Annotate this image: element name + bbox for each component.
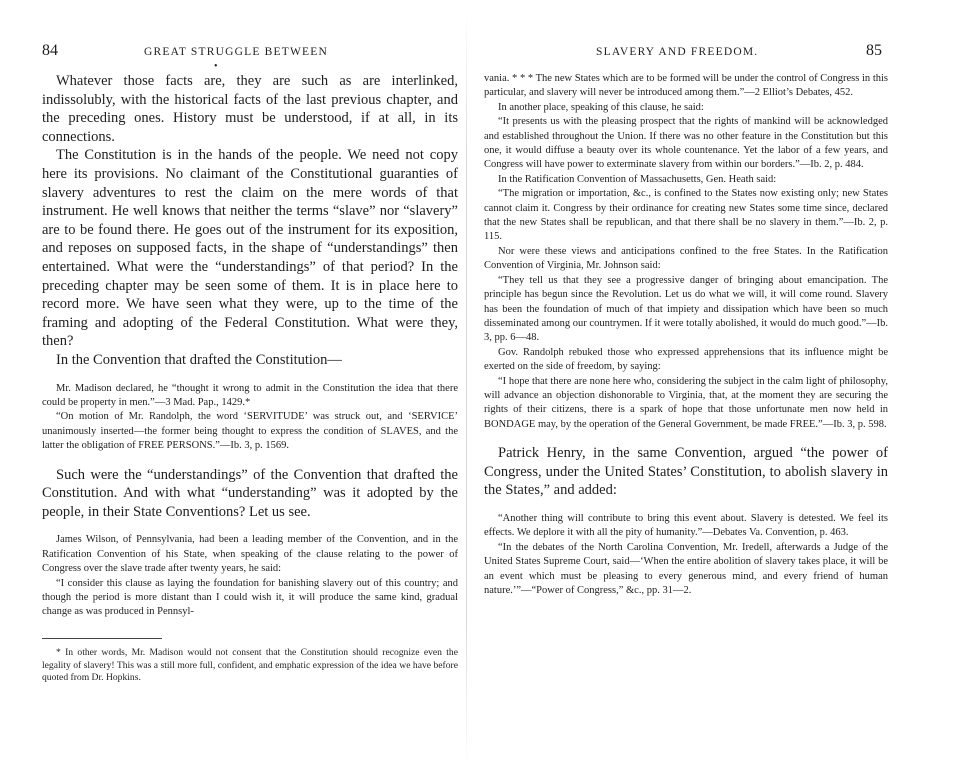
quoted-passage: In the Ratification Convention of Massachusetts, Gen. Heath said: bbox=[498, 173, 777, 185]
footnote: * In other words, Mr. Madison would not consent that the Constitution should recognize even the legality of slavery! This was a still more full, confident, and emphatic expression of the idea we have before quoted from Dr. Hopkins. bbox=[42, 646, 458, 684]
quoted-passage: “The migration or importation, &c., is confined to the States now existing only; new States cannot claim it. Congress by their ordinance for creating new States some time since, declared that the new States shall be republican, and that there shall be no slavery in them.”—Ib. 2, p. 115. bbox=[484, 188, 888, 243]
quoted-passage: “I consider this clause as laying the foundation for banishing slavery out of this country; and though the period is more distant than I could wish it, it will produce the same kind, gradual change as was produced in Pennsyl- bbox=[42, 577, 458, 618]
quoted-passage: vania. * * * The new States which are to be formed will be under the control of Congress in this particular, and slavery will never be introduced among them.”—2 Elliot’s Debates, 452. bbox=[484, 73, 888, 99]
body-paragraph: Patrick Henry, in the same Convention, argued “the power of Congress, under the United States’ Constitution, to abolish slavery in the States,” and added: bbox=[484, 445, 888, 499]
body-paragraph: Such were the “understandings” of the Convention that drafted the Constitution. And with what “understanding” was it adopted by the people, in their State Conventions? Let us see. bbox=[42, 466, 458, 520]
body-paragraph: In the Convention that drafted the Constitution— bbox=[56, 351, 342, 368]
footnote-rule bbox=[42, 638, 162, 639]
right-page-header bbox=[484, 44, 888, 64]
left-page-number: 84 bbox=[42, 42, 58, 59]
body-paragraph: Whatever those facts are, they are such as are interlinked, indissolubly, with the historical facts of the last previous chapter, and the preceding ones. History must be understood, if at all, in its connections. bbox=[42, 73, 458, 145]
left-running-head: GREAT STRUGGLE BETWEEN bbox=[144, 46, 328, 58]
right-page bbox=[484, 0, 888, 776]
right-running-head: SLAVERY AND FREEDOM. bbox=[596, 46, 759, 58]
quoted-passage: Mr. Madison declared, he “thought it wrong to admit in the Constitution the idea that there could be property in men.”—3 Mad. Pap., 1429.* bbox=[42, 382, 458, 408]
quoted-passage: “On motion of Mr. Randolph, the word ‘SERVITUDE’ was struck out, and ‘SERVICE’ unanimously inserted—the former being thought to express the condition of SLAVES, and the latter the obligation of FREE PERSONS.”—Ib. 3, p. 1569. bbox=[42, 411, 458, 452]
header-ornament-dot: • bbox=[214, 61, 218, 72]
quoted-passage: “They tell us that they see a progressive danger of bringing about emancipation. The principle has begun since the Revolution. Let us do what we will, it will come round. Slavery has been the foundation of much of that impiety and dissipation which have been so much disseminated among our countrymen. If it were totally abolished, it would do much good.”—Ib. 3, pp. 6—48. bbox=[484, 274, 888, 344]
quoted-passage: Gov. Randolph rebuked those who expressed apprehensions that its influence might be exerted on the side of freedom, by saying: bbox=[484, 346, 888, 373]
body-paragraph: The Constitution is in the hands of the people. We need not copy here its provisions. No claimant of the Constitutional guaranties of slavery adventures to rest the claim on the mere words of that instrument. He well knows that neither the terms “slave” nor “slavery” are to be found there. He goes out of the instrument for its exposition, and reposes on supposed facts, in the shape of “understandings” then entertained. What were the “understandings” of that period? In the preceding chapter may be seen some of them. It is in place here to record more. We have seen what they were, up to the time of the framing and adopting of the Federal Constitution. What were they, then? bbox=[42, 147, 458, 350]
right-page-body bbox=[484, 72, 888, 598]
book-gutter bbox=[466, 10, 467, 770]
quoted-passage: Nor were these views and anticipations confined to the free States. In the Ratification Convention of Virginia, Mr. Johnson said: bbox=[484, 245, 888, 272]
quoted-passage: “I hope that there are none here who, considering the subject in the calm light of philosophy, will advance an objection dishonorable to Virginia, that, at the moment they are securing the rights of their citizens, there is a spark of hope that those unfortunate men now held in BONDAGE may, by the operation of the General Government, be made FREE.”—Ib. 3, p. 598. bbox=[484, 375, 888, 430]
quoted-passage: “It presents us with the pleasing prospect that the rights of mankind will be acknowledged and established throughout the Union. If there was no other feature in the Constitution but this one, it would diffuse a beauty over its whole countenance. Yet the labor of a few years, and Congress will have power to exterminate slavery from within our borders.”—Ib. 2, p. 484. bbox=[484, 116, 888, 171]
quoted-passage: “Another thing will contribute to bring this event about. Slavery is detested. We feel its effects. We deplore it with all the pity of humanity.”—Debates Va. Convention, p. 463. bbox=[484, 512, 888, 539]
quoted-passage: “In the debates of the North Carolina Convention, Mr. Iredell, afterwards a Judge of the United States Supreme Court, said—‘When the entire abolition of slavery takes place, it will be an event which must be pleasing to every generous mind, and every friend of human nature.’”—“Power of Congress,” &c., pp. 31—2. bbox=[484, 541, 888, 596]
quoted-passage: James Wilson, of Pennsylvania, had been a leading member of the Convention, and in the Ratification Convention of his State, when speaking of the clause relating to the power of Congress over the slave trade after twenty years, he said: bbox=[42, 534, 458, 575]
left-page-header bbox=[42, 42, 458, 72]
left-page bbox=[42, 0, 458, 776]
quoted-passage: In another place, speaking of this clause, he said: bbox=[498, 101, 704, 113]
left-page-body bbox=[42, 72, 458, 685]
right-page-number: 85 bbox=[866, 42, 882, 59]
